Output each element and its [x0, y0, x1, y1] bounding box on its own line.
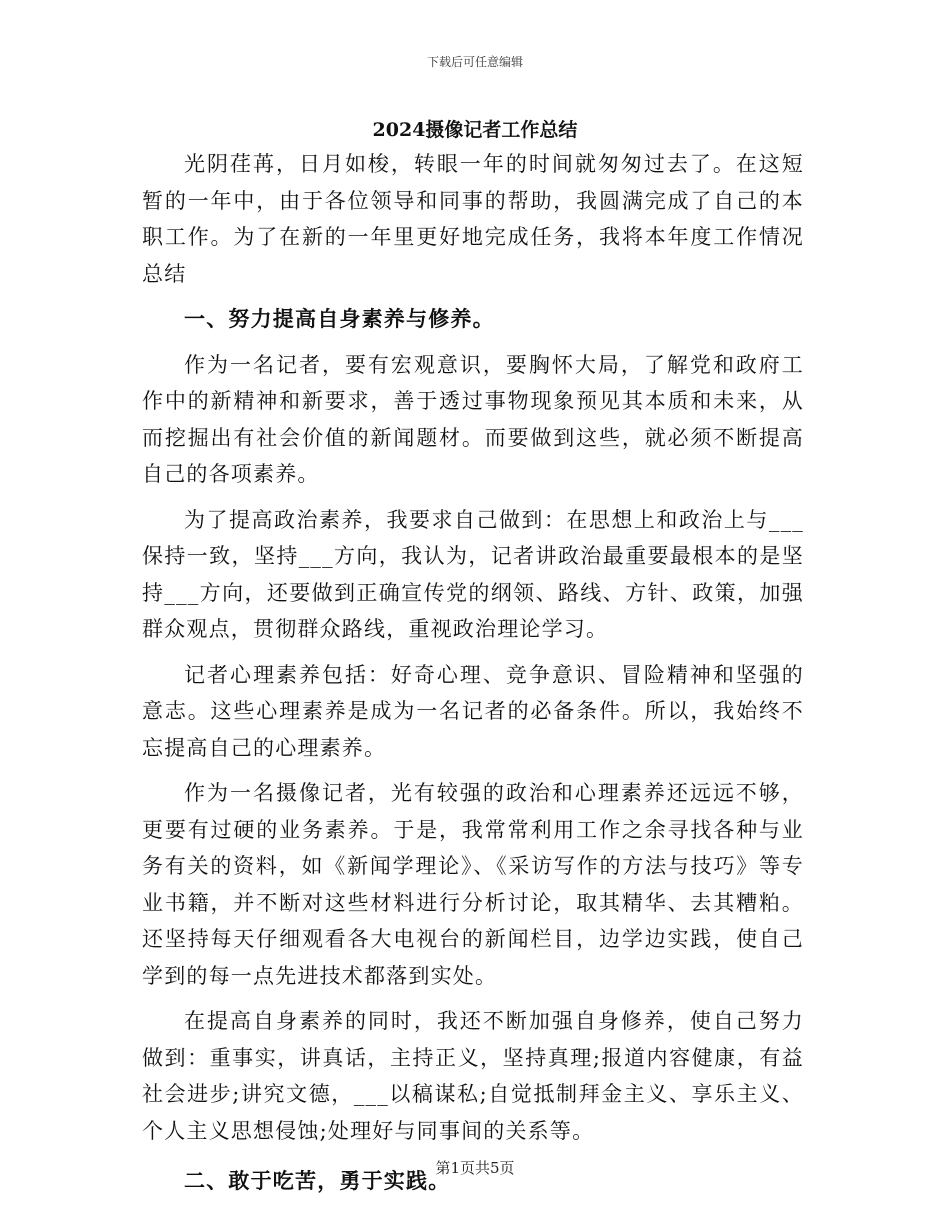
section-heading-1: 一、努力提高自身素养与修养。: [184, 306, 495, 331]
document-body: [142, 146, 804, 1200]
section-heading-2: 二、敢于吃苦，勇于实践。: [184, 1168, 451, 1193]
intro-paragraph: 光阴荏苒，日月如梭，转眼一年的时间就匆匆过去了。在这短暂的一年中，由于各位领导和同事的帮助，我圆满完成了自己的本职工作。为了在新的一年里更好地完成任务，我将本年度工作情况总结: [142, 152, 804, 286]
body-paragraph: 为了提高政治素养，我要求自己做到：在思想上和政治上与___保持一致，坚持___方向，我认为，记者讲政治最重要最根本的是坚持___方向，还要做到正确宣传党的纲领、路线、方针、政策，加强群众观点，贯彻群众路线，重视政治理论学习。: [142, 507, 804, 641]
body-paragraph: 作为一名摄像记者，光有较强的政治和心理素养还远远不够，更要有过硬的业务素养。于是，我常常利用工作之余寻找各种与业务有关的资料，如《新闻学理论》、《采访写作的方法与技巧》等专业书籍，并不断对这些材料进行分析讨论，取其精华、去其糟粕。还坚持每天仔细观看各大电视台的新闻栏目，边学边实践，使自己学到的每一点先进技术都落到实处。: [142, 781, 804, 988]
body-paragraph: 在提高自身素养的同时，我还不断加强自身修养，使自己努力做到：重事实，讲真话，主持正义，坚持真理;报道内容健康，有益社会进步;讲究文德，___以稿谋私;自觉抵制拜金主义、享乐主义、个人主义思想侵蚀;处理好与同事间的关系等。: [142, 1009, 804, 1143]
body-paragraph: 作为一名记者，要有宏观意识，要胸怀大局，了解党和政府工作中的新精神和新要求，善于透过事物现象预见其本质和未来，从而挖掘出有社会价值的新闻题材。而要做到这些，就必须不断提高自己的各项素养。: [142, 352, 804, 486]
page-indicator: 第1页共5页: [435, 1159, 515, 1177]
header-note: 下载后可任意编辑: [426, 55, 523, 69]
body-paragraph: 记者心理素养包括：好奇心理、竞争意识、冒险精神和坚强的意志。这些心理素养是成为一名记者的必备条件。所以，我始终不忘提高自己的心理素养。: [142, 662, 804, 760]
document-title: 2024摄像记者工作总结: [372, 119, 578, 141]
